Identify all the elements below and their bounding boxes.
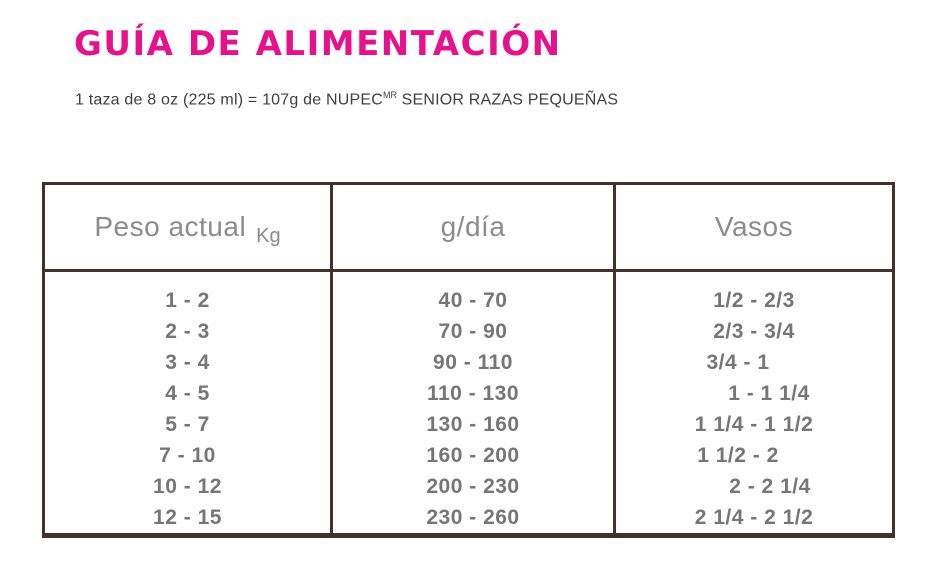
table-row bbox=[44, 378, 894, 409]
table-row bbox=[44, 440, 894, 471]
cell-g-dia: 230 - 260 bbox=[332, 502, 615, 536]
page-title: GUÍA DE ALIMENTACIÓN bbox=[74, 24, 562, 64]
cell-vasos: 3/4 - 1 bbox=[706, 350, 770, 374]
cell-g-dia: 160 - 200 bbox=[332, 440, 615, 471]
table-header-row bbox=[44, 184, 894, 271]
cell-peso: 10 - 12 bbox=[44, 471, 332, 502]
cell-peso: 1 - 2 bbox=[44, 271, 332, 317]
cell-peso: 7 - 10 bbox=[44, 440, 332, 471]
cell-vasos: 1/2 - 2/3 bbox=[713, 288, 795, 312]
table-row bbox=[44, 347, 894, 378]
kg-unit-label: Kg bbox=[256, 225, 281, 247]
feeding-guide-table bbox=[42, 182, 895, 538]
trademark-superscript: MR bbox=[382, 90, 397, 100]
cell-peso: 2 - 3 bbox=[44, 316, 332, 347]
serving-equivalence-note bbox=[75, 90, 618, 109]
cell-g-dia: 110 - 130 bbox=[332, 378, 615, 409]
cell-vasos: 2 1/4 - 2 1/2 bbox=[694, 505, 814, 529]
g-dia-label: g/día bbox=[440, 211, 506, 242]
column-header-g-dia bbox=[332, 184, 615, 271]
cell-vasos: 2/3 - 3/4 bbox=[713, 319, 795, 343]
table-row bbox=[44, 471, 894, 502]
cell-vasos: 2 - 2 1/4 bbox=[729, 474, 811, 498]
cell-g-dia: 200 - 230 bbox=[332, 471, 615, 502]
cell-peso: 4 - 5 bbox=[44, 378, 332, 409]
peso-actual-label: Peso actual bbox=[94, 211, 247, 242]
cell-g-dia: 90 - 110 bbox=[332, 347, 615, 378]
cell-g-dia: 70 - 90 bbox=[332, 316, 615, 347]
table-row bbox=[44, 502, 894, 536]
table-row bbox=[44, 316, 894, 347]
table-row bbox=[44, 409, 894, 440]
table-row bbox=[44, 271, 894, 317]
cell-vasos: 1 1/4 - 1 1/2 bbox=[694, 412, 814, 436]
cell-vasos: 1 - 1 1/4 bbox=[728, 381, 810, 405]
cell-g-dia: 130 - 160 bbox=[332, 409, 615, 440]
cell-peso: 12 - 15 bbox=[44, 502, 332, 536]
cell-peso: 5 - 7 bbox=[44, 409, 332, 440]
serving-note-suffix: SENIOR RAZAS PEQUEÑAS bbox=[396, 91, 619, 109]
cell-g-dia: 40 - 70 bbox=[332, 271, 615, 317]
cell-peso: 3 - 4 bbox=[44, 347, 332, 378]
serving-note-prefix: 1 taza de 8 oz (225 ml) = 107g de NUPEC bbox=[75, 91, 383, 109]
column-header-peso-actual bbox=[44, 184, 332, 271]
cell-vasos: 1 1/2 - 2 bbox=[697, 443, 779, 467]
column-header-vasos bbox=[615, 184, 894, 271]
vasos-label: Vasos bbox=[714, 211, 794, 242]
